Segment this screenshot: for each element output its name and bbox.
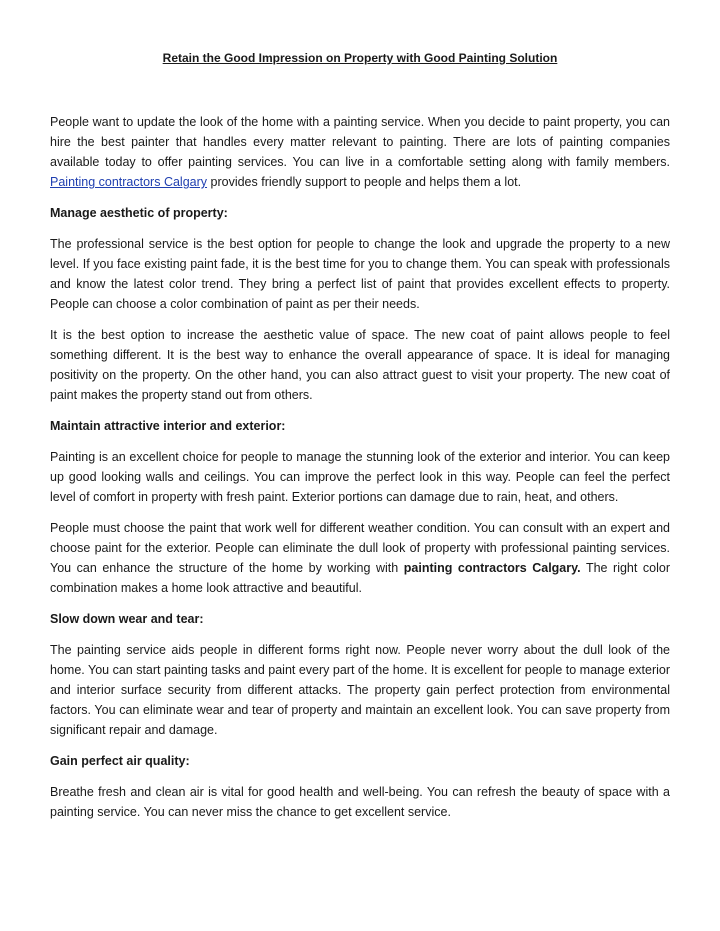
- aesthetic-paragraph-2: It is the best option to increase the aesthetic value of space. The new coat of paint allows people to feel something different. It is the best way to enhance the overall appearance of space. It is ideal for managing positivity on the property. On the other hand, you can also attract guest to visit your property. The new coat of paint makes the property stand out from others.: [50, 328, 670, 402]
- section-heading-aesthetic: Manage aesthetic of property:: [50, 206, 228, 220]
- intro-text-before-link: People want to update the look of the home with a painting service. When you decide to paint property, you can hire the best painter that handles every matter relevant to painting. There are lots of painting companies available today to offer painting services. You can live in a comfortable setting along with family members.: [50, 115, 670, 169]
- weather-text-before-bold: People must choose the paint that work well for different weather condition. You can consult with an expert and choose paint for the exterior. People can eliminate the dull look of property with professional painting services. You can enhance the structure of the home by working with: [50, 521, 670, 575]
- intro-paragraph: [50, 112, 670, 192]
- air-quality-paragraph: Breathe fresh and clean air is vital for good health and well-being. You can refresh the beauty of space with a painting service. You can never miss the chance to get excellent service.: [50, 785, 670, 819]
- interior-exterior-paragraph-1: Painting is an excellent choice for people to manage the stunning look of the exterior and interior. You can keep up good looking walls and ceilings. You can improve the perfect look in this way. People can feel the perfect level of comfort in property with fresh paint. Exterior portions can damage due to rain, heat, and others.: [50, 450, 670, 504]
- painting-contractors-link[interactable]: Painting contractors Calgary: [50, 175, 208, 189]
- weather-text-after-bold: The right color combination makes a home look attractive and beautiful.: [50, 561, 670, 595]
- section-heading-air-quality: Gain perfect air quality:: [50, 754, 190, 768]
- document-title: Retain the Good Impression on Property with Good Painting Solution: [162, 51, 558, 65]
- interior-exterior-paragraph-2: [50, 518, 670, 598]
- intro-text-after-link: provides friendly support to people and helps them a lot.: [207, 175, 522, 189]
- wear-tear-paragraph: The painting service aids people in different forms right now. People never worry about the dull look of the home. You can start painting tasks and paint every part of the home. It is excellent for people to manage exterior and interior surface security from different attacks. The property gain perfect protection from environmental factors. You can eliminate wear and tear of property and maintain an excellent look. You can save property from significant repair and damage.: [50, 643, 670, 737]
- painting-contractors-bold: painting contractors Calgary.: [403, 561, 581, 575]
- section-heading-wear-tear: Slow down wear and tear:: [50, 612, 204, 626]
- aesthetic-paragraph-1: The professional service is the best option for people to change the look and upgrade the property to a new level. If you face existing paint fade, it is the best time for you to change them. You can speak with professionals and know the latest color trend. They bring a perfect list of paint that provides excellent effects to property. People can choose a color combination of paint as per their needs.: [50, 237, 670, 311]
- section-heading-interior-exterior: Maintain attractive interior and exterior:: [50, 419, 286, 433]
- document-page: [50, 48, 670, 833]
